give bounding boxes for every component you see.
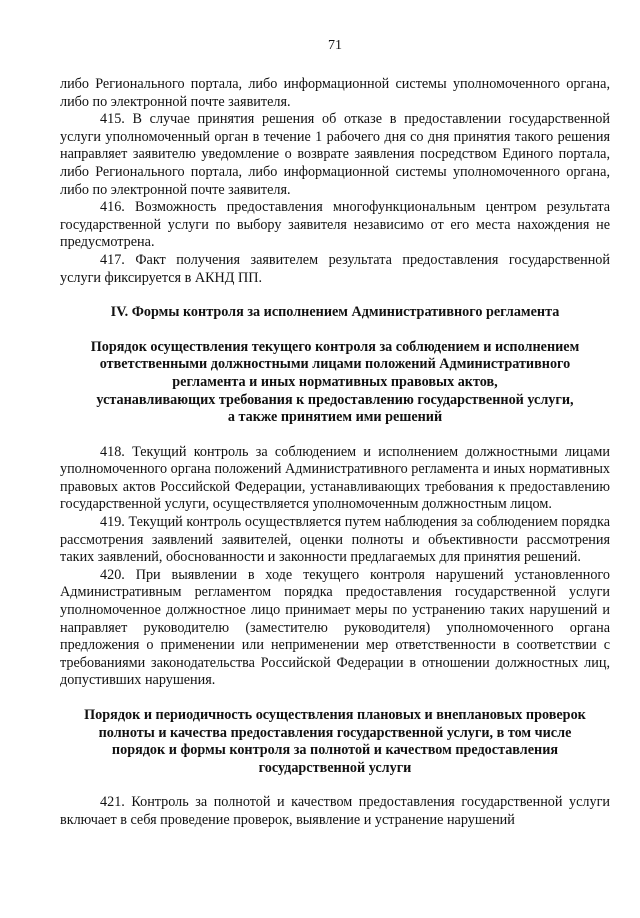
subheading-line: устанавливающих требования к предоставлению государственной услуги, [96,391,574,408]
subheading-line: порядок и формы контроля за полнотой и качеством предоставления [111,742,559,759]
paragraph-417: 417. Факт получения заявителем результата предоставления государственной услуги фиксируется в АКНД ПП. [60,251,610,286]
subheading-line: а также принятием ими решений [227,409,443,426]
subheading-current-control [60,339,610,427]
paragraph-419: 419. Текущий контроль осуществляется путем наблюдения за соблюдением порядка рассмотрения заявлений заявителей, оценки полноты и объективности рассмотрения таких заявлений, обоснованности и законности предлагаемых для принятия решений. [60,514,610,566]
subheading-line: Порядок осуществления текущего контроля за соблюдением и исполнением [90,338,580,355]
subheading-line: государственной услуги [258,759,412,776]
subheading-line: Порядок и периодичность осуществления плановых и внеплановых проверок [84,707,586,723]
paragraph-415: 415. В случае принятия решения об отказе в предоставлении государственной услуги уполномоченный орган в течение 1 рабочего дня со дня принятия такого решения направляет заявителю уведомление о возврате заявления посредством Единого портала, либо Регионального портала, либо информационной системы уполномоченного органа, либо по электронной почте заявителя. [60,111,610,198]
page-number: 71 [328,38,342,53]
paragraph-421: 421. Контроль за полнотой и качеством предоставления государственной услуги включает в себя проведение проверок, выявление и устранение нарушений [60,794,610,828]
subheading-inspections [60,707,610,777]
paragraph-continuation: либо Регионального портала, либо информационной системы уполномоченного органа, либо по электронной почте заявителя. [60,76,610,110]
paragraph-418: 418. Текущий контроль за соблюдением и исполнением должностными лицами уполномоченного органа положений Административного регламента и иных нормативных правовых актов Российской Федерации, устанавливающих требования к предоставлению государственной услуги, осуществляется уполномоченным должностным лицом. [60,443,610,513]
paragraph-416: 416. Возможность предоставления многофункциональным центром результата государственной услуги по выбору заявителя независимо от его места нахождения не предусмотрена. [60,199,610,251]
paragraph-420: 420. При выявлении в ходе текущего контроля нарушений установленного Административным регламентом порядка предоставления государственной услуги уполномоченное должностное лицо принимает меры по устранению таких нарушений и направляет руководителю (заместителю руководителя) уполномоченного органа предложения о применении или неприменении мер ответственности в соответствии с требованиями законодательства Российской Федерации в отношении должностных лиц, допустивших нарушения. [60,566,610,689]
subheading-line: регламента и иных нормативных правовых актов, [172,373,498,390]
subheading-line: полноты и качества предоставления государственной услуги, в том числе [98,724,572,741]
subheading-line: ответственными должностными лицами положений Административного [99,356,571,373]
section-title: IV. Формы контроля за исполнением Административного регламента [110,304,560,321]
